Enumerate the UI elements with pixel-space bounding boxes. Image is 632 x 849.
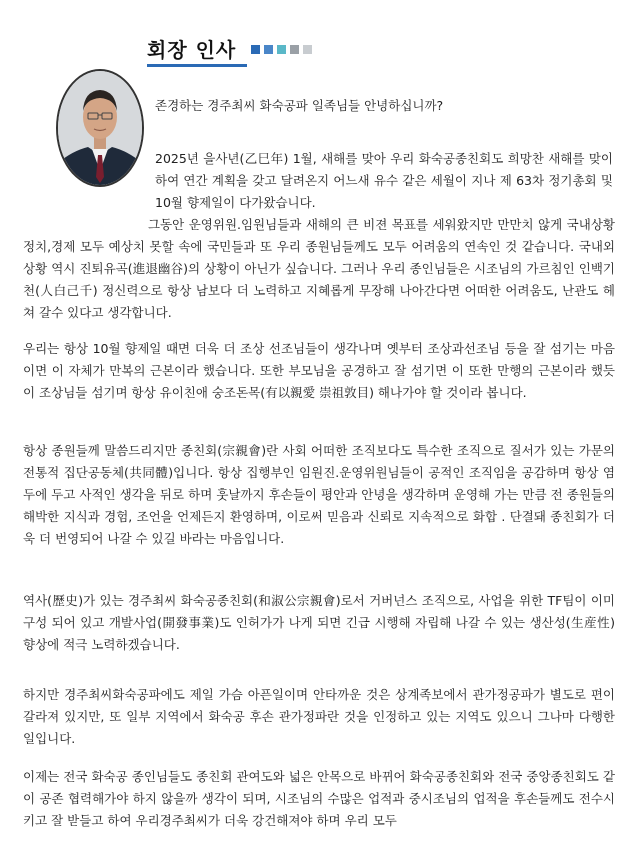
paragraph-ancestors: 우리는 항상 10월 향제일 때면 더욱 더 조상 선조님들이 생각나며 옛부터 조상과선조님 등을 잘 섬기는 마음이면 이 자체가 만복의 근본이라 했습니다. 또한 부모님을 공경하고 잘 섬기면 이 또한 만행의 근본이라 했듯이 조상님들 섬기며 항상 유이친애 숭조돈목(有以親愛 崇祖敦目) 해나가야 할 것이라 봅니다. [23, 341, 615, 400]
portrait-image [58, 71, 142, 185]
paragraph-future: 이제는 전국 화숙공 종인님들도 종친회 관여도와 넓은 안목으로 바뀌어 화숙공종친회와 전국 중앙종친회도 같이 공존 협력해가야 하지 않을까 생각이 되며, 시조님의 수많은 업적과 중시조님의 업적을 후손들께도 전수시키고 잘 받들고 하여 우리경주최씨가 더욱 강건해져야 하며 우리 모두 [23, 769, 615, 828]
page-title: 회장 인사 [147, 38, 237, 62]
decor-square [290, 45, 299, 54]
paragraph-history: 역사(歷史)가 있는 경주최씨 화숙공종친회(和淑公宗親會)로서 거버넌스 조직으로, 사업을 위한 TF팀이 이미 구성 되어 있고 개발사업(開發事業)도 인허가가 나게 되면 긴급 시행해 자립해 나갈 수 있는 생산성(生産性) 향상에 적극 노력하겠습니다. [23, 593, 615, 652]
paragraph-clan-society: 항상 종원들께 말씀드리지만 종친회(宗親會)란 사회 어떠한 조직보다도 특수한 조직으로 질서가 있는 가문의 전통적 집단공동체(共同體)입니다. 항상 집행부인 임원진.운영위원님들이 공적인 조직임을 공감하며 항상 염두에 두고 사적인 생각을 뒤로 하며 훗날까지 후손들이 평안과 안녕을 생각하며 운영해 가는 만큼 전 종원들의 해박한 지식과 경험, 조언을 언제든지 환영하며, 이로써 믿음과 신뢰로 지속적으로 화합 . 단결돼 종친회가 더욱 더 번영되어 나갈 수 있길 바라는 마음입니다. [23, 443, 615, 546]
paragraph-branches: 하지만 경주최씨화숙공파에도 제일 가슴 아픈일이며 안타까운 것은 상계족보에서 관가정공파가 별도로 편이 갈라져 있지만, 또 일부 지역에서 화숙공 후손 관가정파란 것을 인정하고 있는 지역도 있으니 그나마 다행한 일입니다. [23, 687, 615, 746]
title-underline [147, 64, 247, 67]
decor-square [264, 45, 273, 54]
title-decoration [251, 39, 316, 58]
chairman-photo [56, 69, 144, 187]
greeting-line: 존경하는 경주최씨 화숙공파 일족님들 안녕하십니까? [155, 98, 444, 113]
page-header [147, 34, 316, 63]
decor-square [277, 45, 286, 54]
decor-square [303, 45, 312, 54]
paragraph-situation: 그동안 운영위원.임원님들과 새해의 큰 비젼 목표를 세워왔지만 만만치 않게 국내상황 정치,경제 모두 예상치 못할 속에 국민들과 또 우리 종원님들께도 모두 어려움의 연속인 것 같습니다. 국내외 상황 역시 진퇴유곡(進退幽谷)의 상황이 아닌가 싶습니다. 그러나 우리 종인님들은 시조님의 가르침인 인백기천(人白己千) 정신력으로 항상 남보다 더 노력하고 지혜롭게 무장해 나아간다면 어떠한 어려움도, 난관도 헤쳐 갈수 있다고 생각합니다. [23, 217, 615, 320]
paragraph-intro: 2025년 을사년(乙巳年) 1월, 새해를 맞아 우리 화숙공종친회도 희망찬 새해를 맞이하여 연간 계획을 갖고 달려온지 어느새 유수 같은 세월이 지나 제 63차 정기총회 및 10월 향제일이 다가왔습니다. [155, 151, 613, 210]
decor-square [251, 45, 260, 54]
